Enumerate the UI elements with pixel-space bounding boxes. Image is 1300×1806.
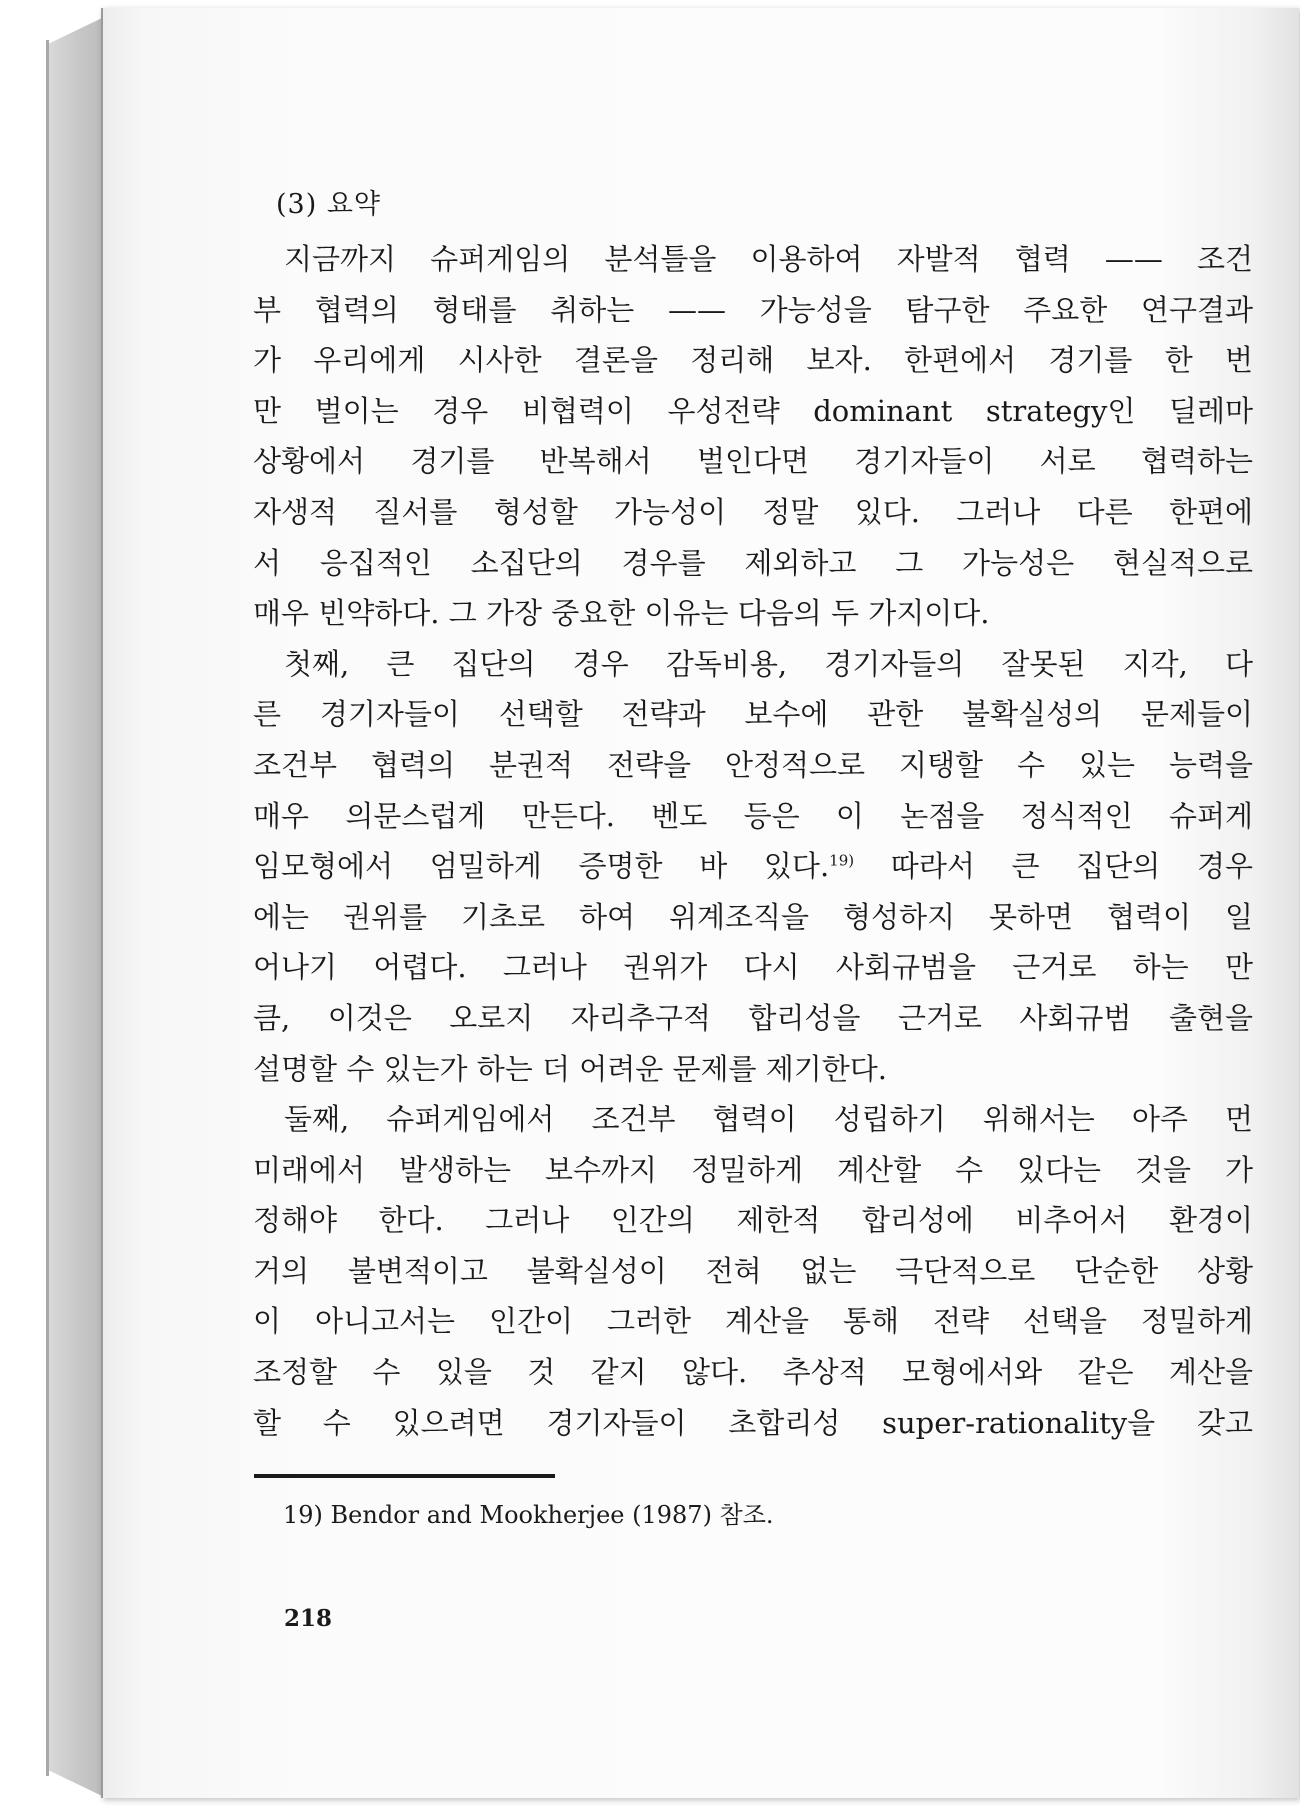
text-line: 큼, 이것은 오로지 자리추구적 합리성을 근거로 사회규범 출현을 bbox=[253, 1000, 1253, 1035]
book-page bbox=[101, 8, 1299, 1798]
footnote-marker: 19) bbox=[829, 851, 855, 870]
text-line: 에는 권위를 기초로 하여 위계조직을 형성하지 못하면 협력이 일 bbox=[253, 899, 1253, 934]
book-spine bbox=[48, 18, 102, 1796]
footnote: 19) Bendor and Mookherjee (1987) 참조. bbox=[283, 1501, 774, 1529]
text-line: 른 경기자들이 선택할 전략과 보수에 관한 불확실성의 문제들이 bbox=[253, 697, 1253, 732]
text-line: 어나기 어렵다. 그러나 권위가 다시 사회규범을 근거로 하는 만 bbox=[253, 950, 1253, 985]
text-line: 거의 불변적이고 불확실성이 전혀 없는 극단적으로 단순한 상황 bbox=[253, 1253, 1253, 1288]
text-line: 조정할 수 있을 것 같지 않다. 추상적 모형에서와 같은 계산을 bbox=[253, 1355, 1253, 1390]
text-line: 만 벌이는 경우 비협력이 우성전략 dominant strategy인 딜레마 bbox=[253, 393, 1253, 428]
text-line: 자생적 질서를 형성할 가능성이 정말 있다. 그러나 다른 한편에 bbox=[253, 494, 1253, 529]
footnote-divider bbox=[254, 1474, 555, 1478]
book-spine-edge bbox=[46, 40, 49, 1776]
text-line: 상황에서 경기를 반복해서 벌인다면 경기자들이 서로 협력하는 bbox=[253, 444, 1253, 479]
text-line: 할 수 있으려면 경기자들이 초합리성 super-rationality을 갖고 bbox=[253, 1405, 1253, 1440]
text-line: 가 우리에게 시사한 결론을 정리해 보자. 한편에서 경기를 한 번 bbox=[253, 343, 1253, 378]
text-line: 매우 빈약하다. 그 가장 중요한 이유는 다음의 두 가지이다. bbox=[253, 596, 990, 631]
text-line: 지금까지 슈퍼게임의 분석틀을 이용하여 자발적 협력 —— 조건 bbox=[284, 242, 1253, 276]
text-line: 정해야 한다. 그러나 인간의 제한적 합리성에 비추어서 환경이 bbox=[253, 1203, 1253, 1238]
section-heading: (3) 요약 bbox=[276, 189, 381, 220]
text-line: 설명할 수 있는가 하는 더 어려운 문제를 제기한다. bbox=[253, 1051, 888, 1086]
text-line: 이 아니고서는 인간이 그러한 계산을 통해 전략 선택을 정밀하게 bbox=[253, 1304, 1253, 1339]
body-text bbox=[253, 234, 1253, 1448]
text-line: 조건부 협력의 분권적 전략을 안정적으로 지탱할 수 있는 능력을 bbox=[253, 747, 1253, 782]
text-line: 미래에서 발생하는 보수까지 정밀하게 계산할 수 있다는 것을 가 bbox=[253, 1152, 1253, 1187]
text-segment: 임모형에서 엄밀하게 증명한 바 있다. bbox=[253, 849, 830, 884]
page-number: 218 bbox=[284, 1605, 333, 1632]
text-line: 첫째, 큰 집단의 경우 감독비용, 경기자들의 잘못된 지각, 다 bbox=[284, 646, 1253, 681]
text-line-with-footnote bbox=[253, 841, 1253, 892]
text-line: 매우 의문스럽게 만든다. 벤도 등은 이 논점을 정식적인 슈퍼게 bbox=[253, 798, 1253, 833]
text-line: 둘째, 슈퍼게임에서 조건부 협력이 성립하기 위해서는 아주 먼 bbox=[284, 1102, 1253, 1137]
text-line: 서 응집적인 소집단의 경우를 제외하고 그 가능성은 현실적으로 bbox=[253, 545, 1253, 580]
text-line: 부 협력의 형태를 취하는 —— 가능성을 탐구한 주요한 연구결과 bbox=[253, 292, 1253, 327]
text-segment: 따라서 큰 집단의 경우 bbox=[854, 849, 1253, 884]
